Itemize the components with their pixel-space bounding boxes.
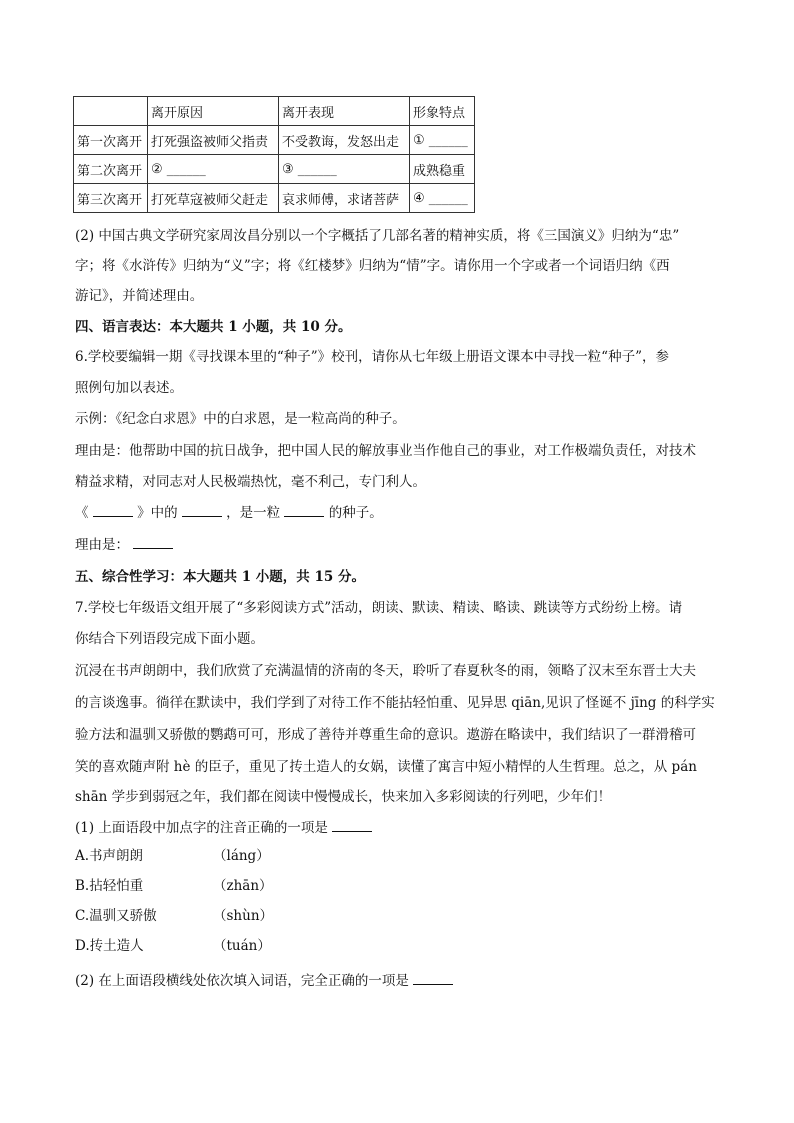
option-pinyin: （zhān）: [213, 878, 273, 894]
option-a[interactable]: [75, 846, 270, 866]
option-c[interactable]: [75, 906, 273, 926]
answer-blank[interactable]: [93, 503, 133, 517]
fill-text: 的种子。: [324, 505, 383, 521]
fill-text: ，是一粒: [221, 505, 285, 521]
q7-line: 7.学校七年级语文组开展了“多彩阅读方式”活动，朗读、默读、精读、略读、跳读等方式纷纷上榜。请: [75, 600, 683, 616]
table-cell: 不受教诲，发怒出走: [279, 126, 410, 155]
table-header-cell: 形象特点: [410, 97, 475, 126]
option-label: D.抟土造人: [75, 938, 144, 954]
answer-blank[interactable]: [332, 818, 372, 832]
answer-blank[interactable]: [133, 535, 173, 549]
q7-passage-line: 验方法和温驯又骄傲的鹦鹉可可，形成了善待并尊重生命的意识。遨游在略读中，我们结识了一群滑稽可: [75, 727, 696, 743]
fill-text: 》中的: [132, 505, 182, 521]
section-heading: 四、语言表达：本大题共 1 小题，共 10 分。: [75, 319, 352, 335]
fill-text: 《: [75, 505, 93, 521]
table-header-cell: 离开原因: [148, 97, 279, 126]
table-row: [74, 126, 475, 155]
q7-sub2: [75, 971, 453, 991]
q6-reason-prompt: [75, 535, 173, 555]
fill-text: 理由是：: [75, 537, 134, 553]
option-pinyin: （láng）: [213, 848, 270, 864]
q6-line: 照例句加以表述。: [75, 380, 183, 396]
q7-sub1: [75, 818, 372, 838]
q7-passage-line: 沉浸在书声朗朗中，我们欣赏了充满温情的济南的冬天，聆听了春夏秋冬的雨，领略了汉末至东晋士大夫: [75, 663, 696, 679]
q6-example: 示例：《纪念白求恩》中的白求恩，是一粒高尚的种子。: [75, 411, 406, 427]
q7-passage-line: shān 学步到弱冠之年，我们都在阅读中慢慢成长，快来加入多彩阅读的行列吧，少年们！: [75, 789, 612, 805]
table-cell: 成熟稳重: [410, 155, 475, 184]
q7-passage-line: 的言谈逸事。徜徉在默读中，我们学到了对待工作不能拈轻怕重、见异思 qiān,见识了怪诞不 jīng 的科学实: [75, 695, 715, 711]
q5-2-line: (2) 中国古典文学研究家周汝昌分别以一个字概括了几部名著的精神实质，将《三国演义》归纳为“忠”: [75, 228, 680, 244]
comparison-table: [73, 96, 475, 213]
table-header-cell: 离开表现: [279, 97, 410, 126]
option-b[interactable]: [75, 876, 273, 896]
table-cell: ① ______: [410, 126, 475, 155]
option-label: C.温驯又骄傲: [75, 908, 157, 924]
q6-reason-line: 理由是：他帮助中国的抗日战争，把中国人民的解放事业当作他自己的事业，对工作极端负责任，对技术: [75, 443, 696, 459]
table-cell: ③ ______: [279, 155, 410, 184]
question-text: (1) 上面语段中加点字的注音正确的一项是: [75, 820, 333, 836]
q6-reason-line: 精益求精，对同志对人民极端热忱，毫不利己，专门利人。: [75, 474, 426, 490]
table-header-row: [74, 97, 475, 126]
q5-2-line: 字；将《水浒传》归纳为“义”字；将《红楼梦》归纳为“情”字。请你用一个字或者一个词语归纳《西: [75, 258, 670, 274]
option-label: A.书声朗朗: [75, 848, 144, 864]
table-cell: 第三次离开: [74, 184, 148, 213]
option-d[interactable]: [75, 936, 271, 956]
q6-fill-line: [75, 503, 383, 523]
q7-line: 你结合下列语段完成下面小题。: [75, 631, 264, 647]
table-row: [74, 184, 475, 213]
table-cell: 第二次离开: [74, 155, 148, 184]
table-cell: 哀求师傅，求诸菩萨: [279, 184, 410, 213]
table-cell: 打死强盗被师父指责: [148, 126, 279, 155]
q6-line: 6.学校要编辑一期《寻找课本里的“种子”》校刊，请你从七年级上册语文课本中寻找一粒“种子”，参: [75, 349, 669, 365]
answer-blank[interactable]: [182, 503, 222, 517]
table-row: [74, 155, 475, 184]
question-text: (2) 在上面语段横线处依次填入词语，完全正确的一项是: [75, 973, 414, 989]
table-cell: ④ ______: [410, 184, 475, 213]
option-pinyin: （shùn）: [213, 908, 274, 924]
answer-blank[interactable]: [284, 503, 324, 517]
table-cell: 第一次离开: [74, 126, 148, 155]
answer-blank[interactable]: [413, 971, 453, 985]
q5-2-line: 游记》，并简述理由。: [75, 288, 204, 304]
table-cell: 打死草寇被师父赶走: [148, 184, 279, 213]
table-header-cell: [74, 97, 148, 126]
option-pinyin: （tuán）: [213, 938, 271, 954]
section-heading: 五、综合性学习：本大题共 1 小题，共 15 分。: [75, 569, 365, 585]
q7-passage-line: 笑的喜欢随声附 hè 的臣子，重见了抟土造人的女娲，读懂了寓言中短小精悍的人生哲理。总之，从 pán: [75, 759, 697, 775]
option-label: B.拈轻怕重: [75, 878, 144, 894]
table-cell: ② ______: [148, 155, 279, 184]
